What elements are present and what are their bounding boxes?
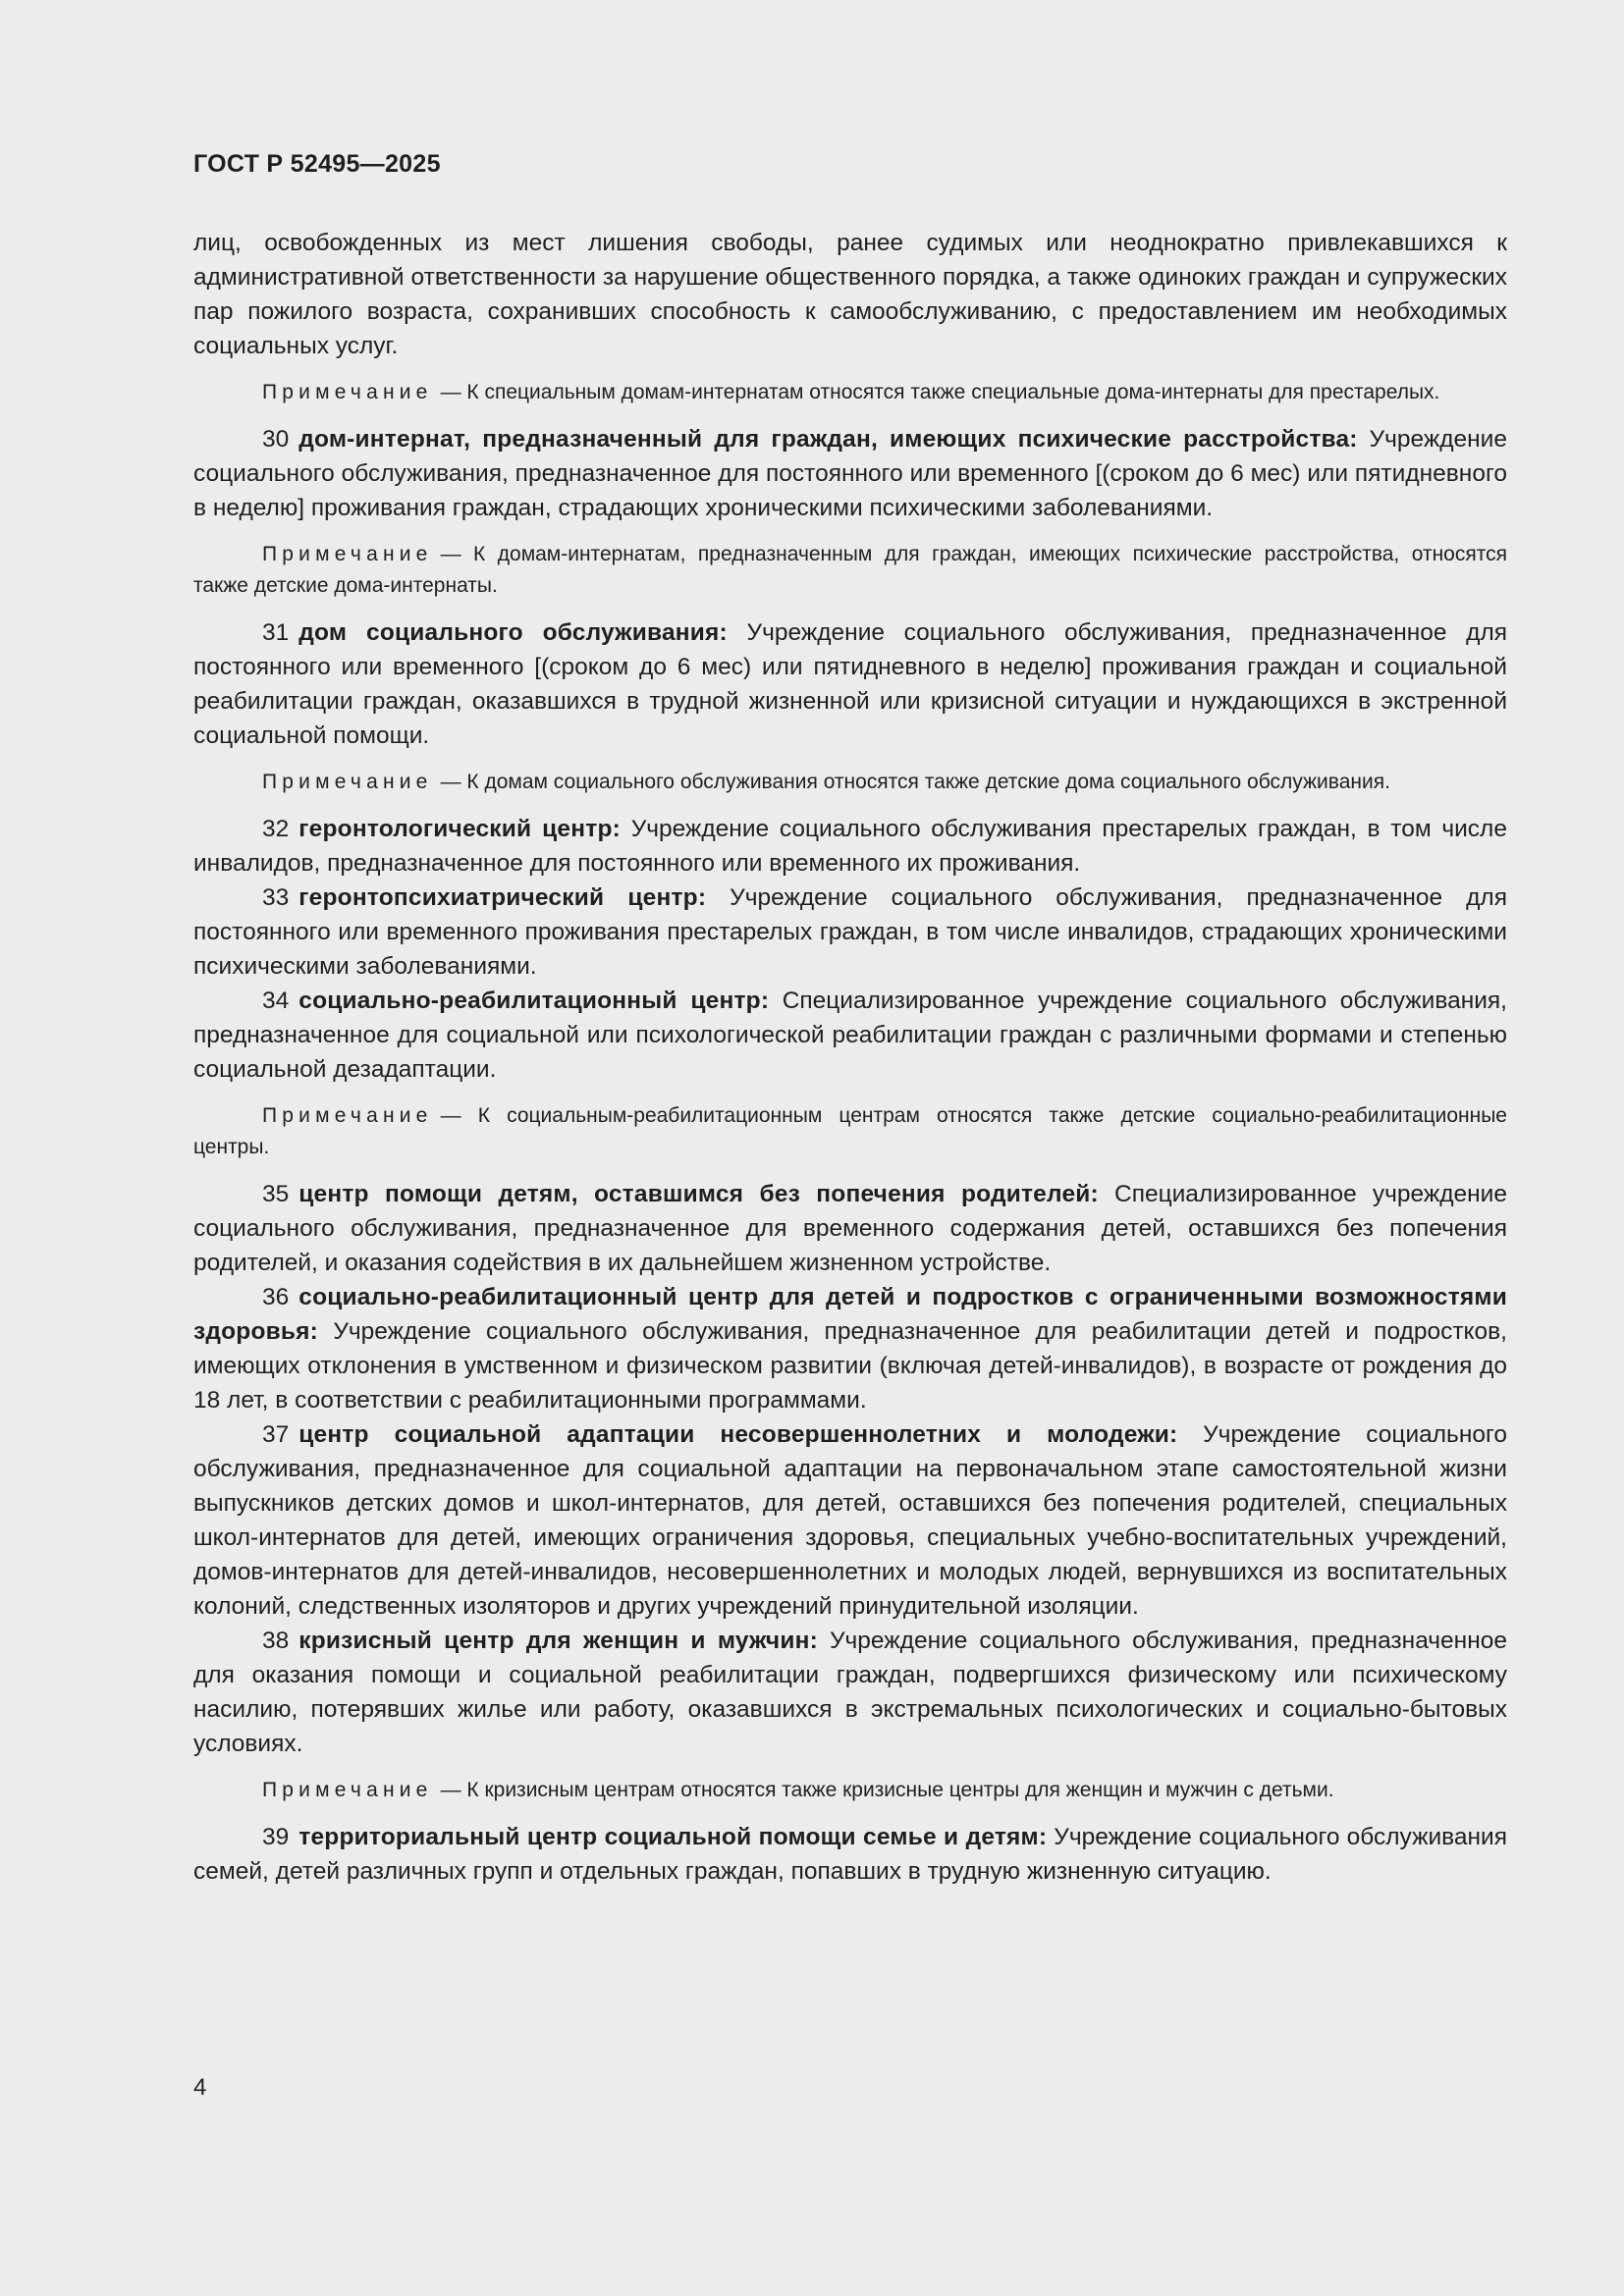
term-definition: Учреждение социального обслуживания семей, детей различных групп и отдельных граждан, попавших в трудную жизненную ситуацию.	[193, 1824, 1508, 1885]
note-label: Примечание	[262, 1104, 433, 1127]
term-entry-37	[193, 1417, 1507, 1624]
term-number: 31	[262, 619, 290, 646]
note-label: Примечание	[262, 771, 433, 793]
term-entry-33	[193, 881, 1507, 984]
term-entry-31	[193, 615, 1507, 753]
term-definition: Учреждение социального обслуживания престарелых граждан, в том числе инвалидов, предназначенное для постоянного или временного их проживания.	[193, 816, 1507, 877]
term-definition: Специализированное учреждение социального обслуживания, предназначенное для социальной или психологической реабилитации граждан с различными формами и степенью социальной дезадаптации.	[193, 988, 1507, 1083]
note-text: — К домам социального обслуживания относятся также детские дома социального обслуживания.	[440, 771, 1390, 793]
term-number: 37	[262, 1421, 290, 1448]
note-text: — К специальным домам-интернатам относятся также специальные дома-интернаты для престарелых.	[440, 381, 1440, 403]
term-number: 35	[262, 1181, 290, 1207]
term-title: территориальный центр социальной помощи семье и детям:	[298, 1824, 1048, 1850]
document-header: ГОСТ Р 52495—2025	[193, 150, 441, 178]
term-title: социально-реабилитационный центр:	[298, 988, 770, 1014]
note-text: — К социальным-реабилитационным центрам относятся также детские социально-реабилитационные центры.	[193, 1104, 1507, 1158]
term-number: 36	[262, 1284, 290, 1310]
term-entry-35	[193, 1177, 1507, 1280]
note-30	[193, 539, 1507, 602]
term-title: геронтопсихиатрический центр:	[298, 884, 707, 911]
note-34	[193, 1100, 1507, 1163]
term-definition: Учреждение социального обслуживания, предназначенное для постоянного или временного [(сроком до 6 мес) или пятидневного в неделю] проживания граждан, страдающих хроническими психическими заболеваниями.	[193, 426, 1507, 521]
term-definition: Учреждение социального обслуживания, предназначенное для постоянного или временного [(сроком до 6 мес) или пятидневного в неделю] проживания граждан и социальной реабилитации граждан, оказавшихся в трудной жизненной или кризисной ситуации и нуждающихся в экстренной социальной помощи.	[193, 619, 1508, 749]
term-entry-39	[193, 1820, 1507, 1889]
term-title: дом социального обслуживания:	[298, 619, 728, 646]
term-definition: Учреждение социального обслуживания, предназначенное для оказания помощи и социальной реабилитации граждан, подвергшихся физическому или психическому насилию, потерявших жилье или работу, оказавшихся в экстремальных психологических и социально-бытовых условиях.	[193, 1628, 1507, 1757]
term-definition: Учреждение социального обслуживания, предназначенное для постоянного или временного проживания престарелых граждан, в том числе инвалидов, страдающих хроническими психическими заболеваниями.	[193, 884, 1507, 980]
term-definition: Учреждение социального обслуживания, предназначенное для реабилитации детей и подростков, имеющих отклонения в умственном и физическом развитии (включая детей-инвалидов), в возрасте от рождения до 18 лет, в соответствии с реабилитационными программами.	[193, 1318, 1507, 1414]
note-lead	[193, 377, 1507, 408]
term-entry-38	[193, 1624, 1507, 1761]
document-page	[193, 145, 1507, 1889]
note-text: — К домам-интернатам, предназначенным для граждан, имеющих психические расстройства, относятся также детские дома-интернаты.	[193, 543, 1507, 597]
term-title: геронтологический центр:	[298, 816, 621, 842]
lead-paragraph: лиц, освобожденных из мест лишения свободы, ранее судимых или неоднократно привлекавшихся к административной ответственности за нарушение общественного порядка, а также одиноких граждан и супружеских пар пожилого возраста, сохранивших способность к самообслуживанию, с предоставлением им необходимых социальных услуг.	[193, 230, 1507, 359]
term-entry-34	[193, 984, 1507, 1087]
term-title: центр социальной адаптации несовершеннолетних и молодежи:	[298, 1421, 1178, 1448]
note-label: Примечание	[262, 381, 433, 403]
note-label: Примечание	[262, 543, 433, 565]
term-entry-36	[193, 1280, 1507, 1417]
note-38	[193, 1775, 1507, 1806]
term-definition: Специализированное учреждение социального обслуживания, предназначенное для временного содержания детей, оставшихся без попечения родителей, и оказания содействия в их дальнейшем жизненном устройстве.	[193, 1181, 1507, 1276]
term-title: социально-реабилитационный центр для детей и подростков с ограниченными возможностями здоровья:	[193, 1284, 1507, 1345]
term-title: дом-интернат, предназначенный для граждан, имеющих психические расстройства:	[298, 426, 1358, 453]
note-text: — К кризисным центрам относятся также кризисные центры для женщин и мужчин с детьми.	[440, 1779, 1334, 1801]
term-number: 39	[262, 1824, 290, 1850]
term-list	[193, 422, 1507, 1889]
term-title: центр помощи детям, оставшимся без попечения родителей:	[298, 1181, 1099, 1207]
term-number: 32	[262, 816, 290, 842]
term-number: 34	[262, 988, 290, 1014]
term-definition: Учреждение социального обслуживания, предназначенное для социальной адаптации на первоначальном этапе самостоятельной жизни выпускников детских домов и школ-интернатов, для детей, оставшихся без попечения родителей, специальных школ-интернатов для детей, имеющих ограничения здоровья, специальных учебно-воспитательных учреждений, домов-интернатов для детей-инвалидов, несовершеннолетних и молодых людей, вернувшихся из воспитательных колоний, следственных изоляторов и других учреждений принудительной изоляции.	[193, 1421, 1507, 1620]
page-number: 4	[193, 2074, 207, 2101]
note-31	[193, 767, 1507, 798]
term-title: кризисный центр для женщин и мужчин:	[298, 1628, 818, 1654]
term-number: 33	[262, 884, 290, 911]
term-number: 30	[262, 426, 290, 453]
term-entry-30	[193, 422, 1507, 525]
note-label: Примечание	[262, 1779, 433, 1801]
term-number: 38	[262, 1628, 290, 1654]
term-entry-32	[193, 812, 1507, 881]
